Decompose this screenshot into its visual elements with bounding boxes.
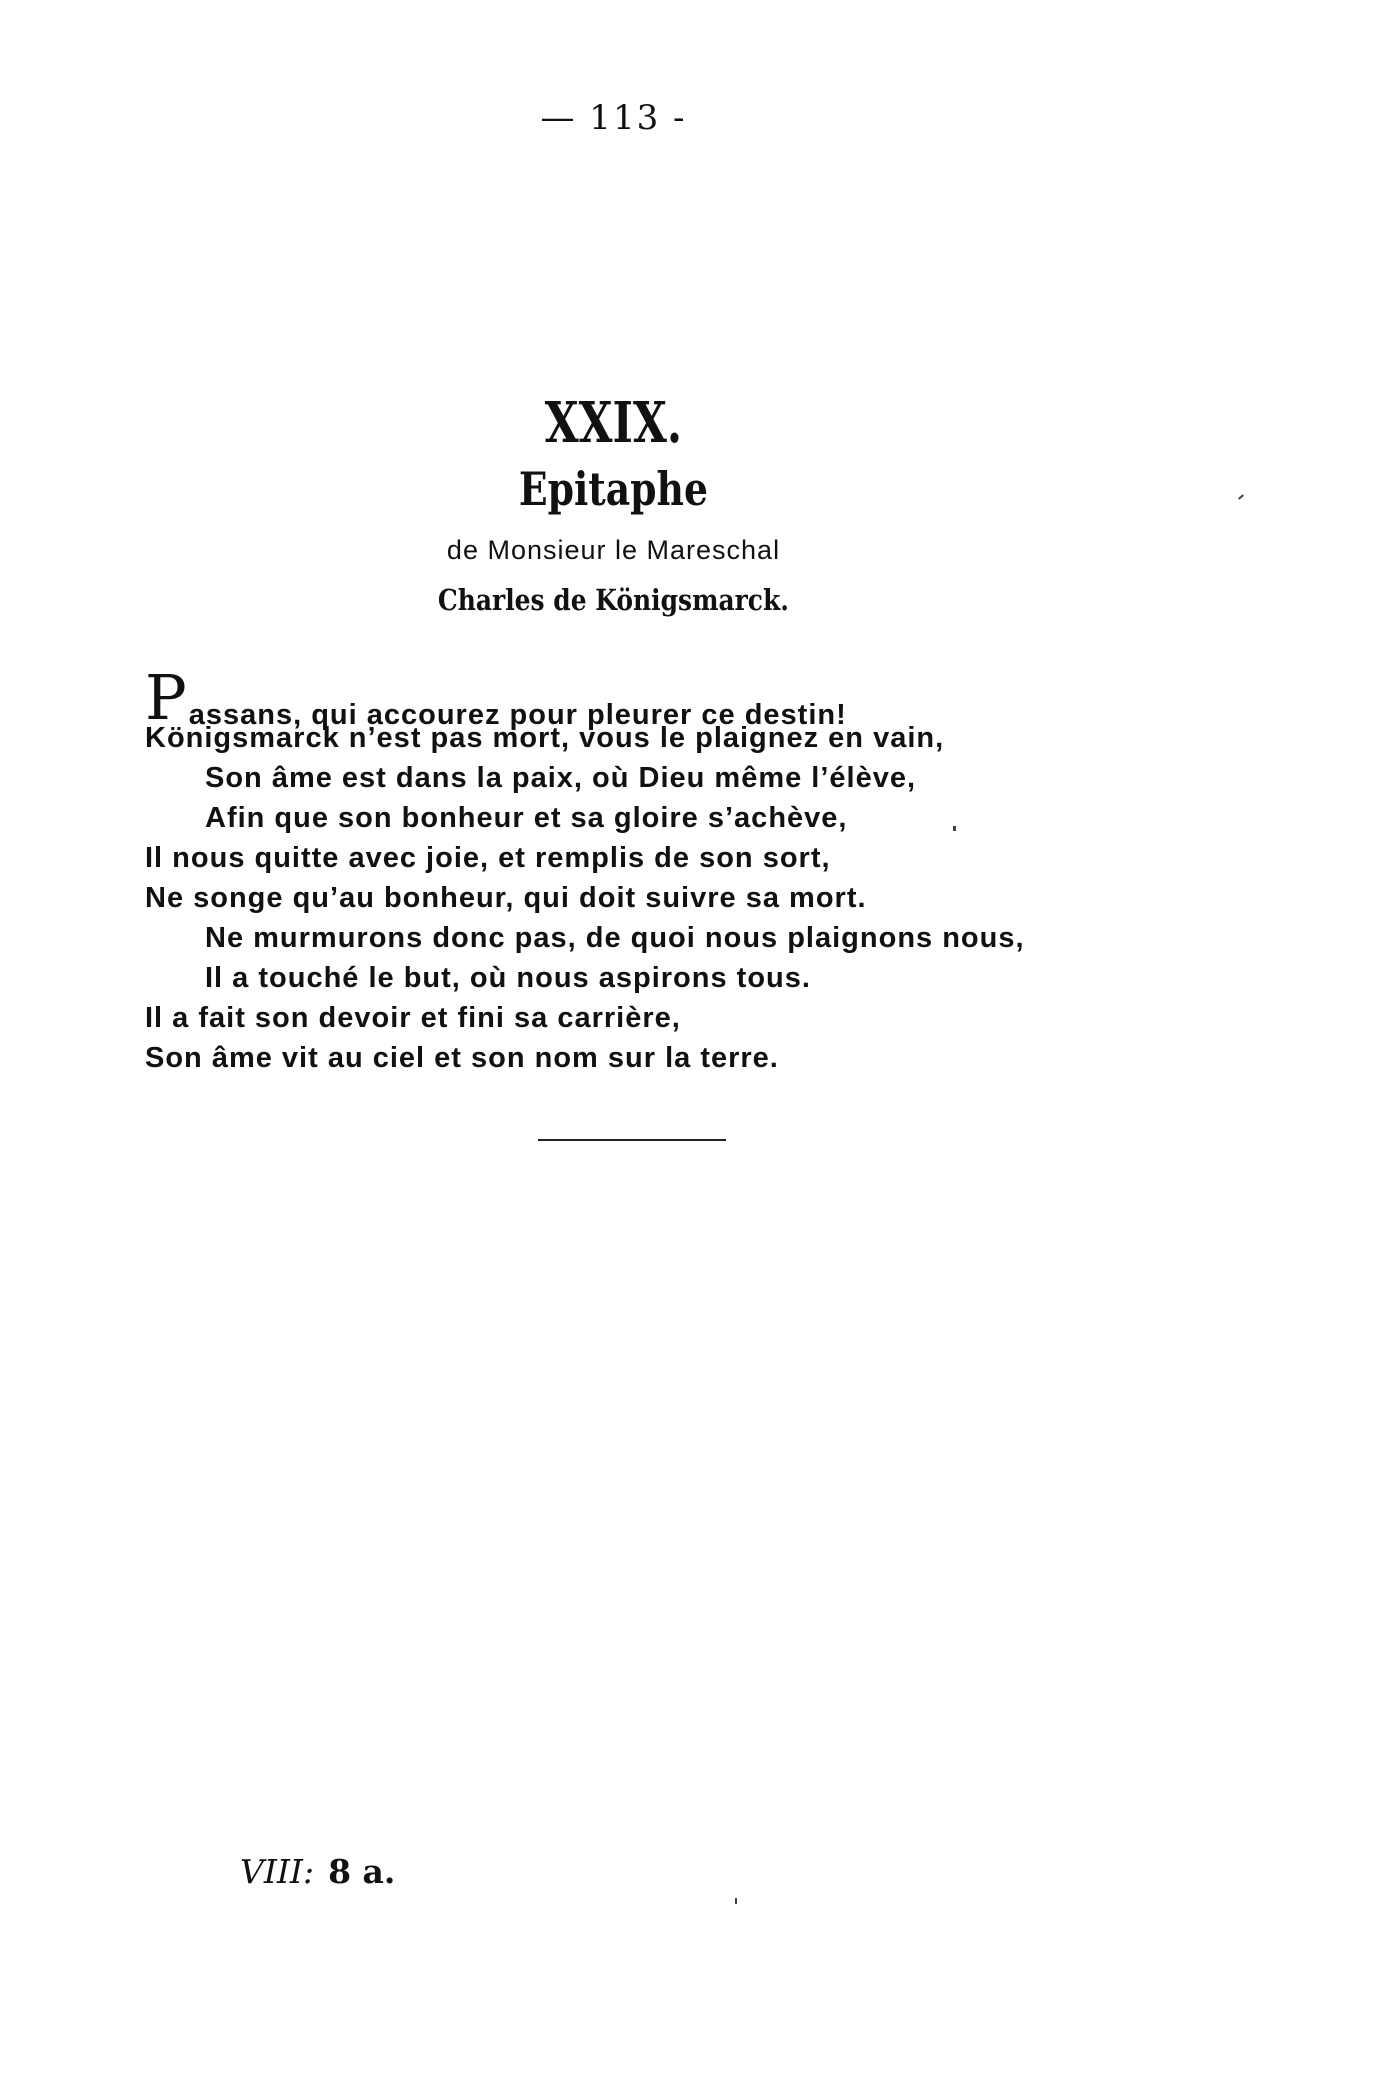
chapter-number: XXIX. <box>544 390 683 456</box>
signature-label: VIII: <box>240 1852 315 1891</box>
signature-value: 8 a. <box>328 1852 396 1891</box>
drop-cap: P <box>145 661 188 734</box>
poem-line: Afin que son bonheur et sa gloire s’achève, <box>205 802 848 834</box>
poem-line: Ne songe qu’au bonheur, qui doit suivre sa mort. <box>145 882 867 914</box>
print-speck <box>1238 494 1244 499</box>
poem <box>145 661 1245 1078</box>
poem-line: Ne murmurons donc pas, de quoi nous plaignons nous, <box>205 922 1025 954</box>
poem-line: Il nous quitte avec joie, et remplis de son sort, <box>145 842 831 874</box>
dedicatee-name: Charles de Königsmarck. <box>437 583 789 617</box>
section-divider <box>538 1139 726 1141</box>
poem-line: Son âme vit au ciel et son nom sur la terre. <box>145 1042 779 1074</box>
page-number: — 113 - <box>540 98 687 138</box>
poem-line: Son âme est dans la paix, où Dieu même l’élève, <box>205 762 917 794</box>
poem-line: Il a touché le but, où nous aspirons tous. <box>205 962 811 994</box>
page-title: Epitaphe <box>518 462 708 516</box>
poem-line <box>145 661 1245 734</box>
poem-line-text: assans, qui accourez pour pleurer ce destin! <box>188 699 847 731</box>
print-speck <box>953 826 956 831</box>
print-speck <box>735 1898 737 1904</box>
poem-line: Il a fait son devoir et fini sa carrière, <box>145 1002 681 1034</box>
poem-line: Königsmarck n’est pas mort, vous le plaignez en vain, <box>145 722 945 754</box>
printer-signature <box>240 1852 395 1891</box>
page-subtitle: de Monsieur le Mareschal <box>446 535 781 565</box>
